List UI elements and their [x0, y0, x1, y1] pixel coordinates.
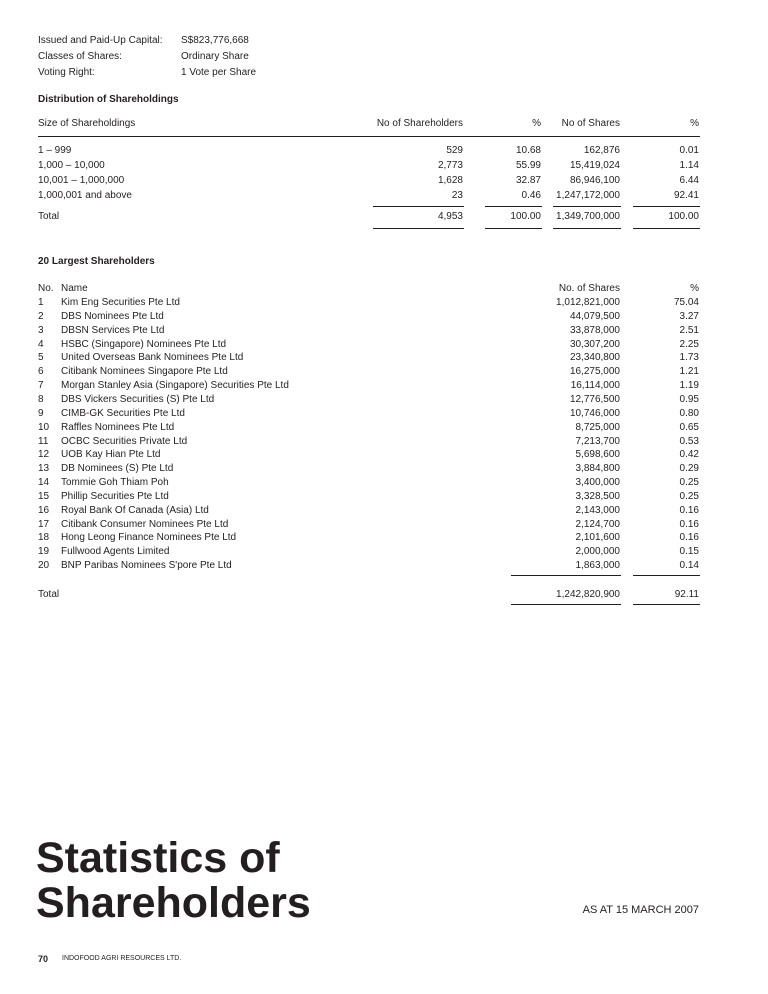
cell-size: 10,001 – 1,000,000: [38, 175, 125, 186]
cell-name: United Overseas Bank Nominees Pte Ltd: [61, 352, 244, 364]
distribution-row: [0, 145, 768, 160]
cell-pct1: 10.68: [515, 145, 541, 156]
cell-shares: 3,328,500: [575, 490, 620, 502]
cell-pct1: 32.87: [515, 175, 541, 186]
largest-total-pct: 92.11: [674, 589, 699, 600]
distribution-total: [0, 211, 768, 226]
info-label: Classes of Shares:: [38, 51, 122, 62]
cell-name: Phillip Securities Pte Ltd: [61, 490, 169, 502]
total-label: Total: [38, 211, 60, 222]
distribution-row: [0, 190, 768, 205]
cell-name: Fullwood Agents Limited: [61, 546, 170, 558]
table-row: [0, 491, 768, 505]
cell-pct: 1.73: [679, 352, 699, 364]
cell-no: 12: [38, 449, 50, 461]
total-rule-pct1: [485, 206, 542, 207]
table-row: [0, 408, 768, 422]
total-pct1: 100.00: [510, 211, 541, 222]
table-row: [0, 422, 768, 436]
cell-name: Hong Leong Finance Nominees Pte Ltd: [61, 532, 237, 544]
cell-no-holders: 2,773: [437, 160, 463, 171]
cell-pct: 0.16: [679, 532, 699, 544]
cell-pct: 2.25: [679, 338, 699, 350]
cell-no: 3: [38, 324, 44, 336]
cell-name: Tommie Goh Thiam Poh: [61, 477, 169, 489]
cell-pct: 0.80: [679, 407, 699, 419]
table-row: [0, 436, 768, 450]
cell-shares: 2,143,000: [575, 504, 620, 516]
total-no-holders: 4,953: [437, 211, 463, 222]
cell-pct: 0.65: [679, 421, 699, 433]
cell-shares: 5,698,600: [575, 449, 620, 461]
table-row: [0, 449, 768, 463]
table-row: [0, 560, 768, 574]
table-row: [0, 505, 768, 519]
cell-name: BNP Paribas Nominees S'pore Pte Ltd: [61, 560, 232, 572]
total-underline-shares: [553, 228, 621, 229]
cell-name: DBSN Services Pte Ltd: [61, 324, 165, 336]
cell-shares: 1,012,821,000: [556, 297, 620, 308]
cell-name: DB Nominees (S) Pte Ltd: [61, 463, 174, 475]
cell-no: 16: [38, 504, 50, 516]
cell-no: 13: [38, 463, 50, 475]
header-no: No.: [38, 283, 54, 294]
table-row: [0, 519, 768, 533]
cell-name: Kim Eng Securities Pte Ltd: [61, 297, 180, 308]
cell-pct: 75.04: [673, 297, 699, 308]
cell-no: 10: [38, 421, 50, 433]
header-shares: No. of Shares: [558, 283, 620, 294]
cell-shares: 16,275,000: [569, 366, 620, 378]
cell-no: 4: [38, 338, 44, 350]
table-row: [0, 463, 768, 477]
header-pct: %: [690, 283, 699, 294]
cell-pct: 0.25: [679, 477, 699, 489]
total-rule-holders: [373, 206, 464, 207]
cell-pct: 0.16: [679, 504, 699, 516]
company-name: INDOFOOD AGRI RESOURCES LTD.: [62, 955, 182, 962]
cell-no: 6: [38, 366, 44, 378]
cell-no: 17: [38, 518, 50, 530]
distribution-title: Distribution of Shareholdings: [38, 94, 179, 105]
cell-shares: 3,400,000: [575, 477, 620, 489]
cell-pct2: 0.01: [679, 145, 699, 156]
total-no-shares: 1,349,700,000: [556, 211, 620, 222]
cell-size: 1 – 999: [38, 145, 72, 156]
header-name: Name: [61, 283, 88, 294]
info-value: S$823,776,668: [181, 35, 249, 46]
cell-pct1: 0.46: [521, 190, 541, 201]
cell-pct: 0.14: [679, 560, 699, 572]
cell-pct: 0.15: [679, 546, 699, 558]
cell-shares: 30,307,200: [569, 338, 620, 350]
largest-total-underline-shares: [511, 604, 621, 605]
header-no-shares: No of Shares: [561, 118, 620, 129]
info-row: [0, 51, 768, 67]
cell-no: 19: [38, 546, 50, 558]
cell-no-shares: 86,946,100: [569, 175, 620, 186]
cell-pct: 0.42: [679, 449, 699, 461]
table-row: [0, 297, 768, 311]
cell-pct: 1.21: [679, 366, 699, 378]
cell-shares: 23,340,800: [569, 352, 620, 364]
cell-name: Morgan Stanley Asia (Singapore) Securities Pte Ltd: [61, 380, 289, 392]
cell-name: DBS Vickers Securities (S) Pte Ltd: [61, 393, 215, 405]
cell-pct: 2.51: [679, 324, 699, 336]
cell-pct1: 55.99: [515, 160, 541, 171]
total-rule-pct2: [633, 206, 700, 207]
info-row: [0, 67, 768, 83]
cell-pct: 0.16: [679, 518, 699, 530]
cell-name: CIMB-GK Securities Pte Ltd: [61, 407, 185, 419]
cell-pct: 0.95: [679, 393, 699, 405]
cell-name: DBS Nominees Pte Ltd: [61, 310, 164, 322]
largest-total-underline-pct: [633, 604, 700, 605]
page-title: [36, 836, 311, 926]
cell-no-shares: 1,247,172,000: [556, 190, 620, 201]
table-row: [0, 339, 768, 353]
largest-total-label: Total: [38, 589, 60, 600]
total-underline-holders: [373, 228, 464, 229]
info-value: 1 Vote per Share: [181, 67, 257, 78]
page-title-line1: Statistics of: [36, 834, 280, 882]
total-underline-pct2: [633, 228, 700, 229]
cell-no-shares: 15,419,024: [569, 160, 620, 171]
cell-name: UOB Kay Hian Pte Ltd: [61, 449, 161, 461]
table-row: [0, 532, 768, 546]
cell-no: 7: [38, 380, 44, 392]
cell-no: 9: [38, 407, 44, 419]
header-divider: [38, 136, 700, 137]
cell-pct2: 92.41: [673, 190, 699, 201]
cell-name: Citibank Consumer Nominees Pte Ltd: [61, 518, 229, 530]
table-row: [0, 352, 768, 366]
total-pct2: 100.00: [668, 211, 699, 222]
header-pct1: %: [532, 118, 541, 129]
cell-shares: 8,725,000: [575, 421, 620, 433]
cell-pct: 0.53: [679, 435, 699, 447]
cell-pct2: 6.44: [679, 175, 699, 186]
cell-name: Raffles Nominees Pte Ltd: [61, 421, 175, 433]
info-value: Ordinary Share: [181, 51, 249, 62]
cell-shares: 16,114,000: [570, 380, 620, 392]
page-number: 70: [38, 954, 49, 964]
cell-no: 5: [38, 352, 44, 364]
total-underline-pct1: [485, 228, 542, 229]
cell-shares: 2,101,600: [575, 532, 620, 544]
table-row: [0, 477, 768, 491]
largest-title: 20 Largest Shareholders: [38, 256, 155, 267]
distribution-row: [0, 175, 768, 190]
cell-no: 20: [38, 560, 50, 572]
page-title-line2: Shareholders: [36, 879, 311, 927]
header-pct2: %: [690, 118, 699, 129]
cell-pct2: 1.14: [679, 160, 699, 171]
as-at-date: AS AT 15 MARCH 2007: [582, 904, 699, 916]
cell-shares: 7,213,700: [575, 435, 620, 447]
cell-shares: 33,878,000: [569, 324, 620, 336]
cell-shares: 2,000,000: [575, 546, 620, 558]
header-no-holders: No of Shareholders: [376, 118, 463, 129]
table-row: [0, 380, 768, 394]
total-rule-shares: [553, 206, 621, 207]
cell-no-holders: 529: [446, 145, 463, 156]
cell-shares: 10,746,000: [569, 407, 620, 419]
cell-shares: 12,776,500: [569, 393, 620, 405]
cell-no: 14: [38, 477, 50, 489]
cell-name: HSBC (Singapore) Nominees Pte Ltd: [61, 338, 227, 350]
cell-pct: 0.25: [679, 490, 699, 502]
cell-no-holders: 23: [451, 190, 463, 201]
cell-pct: 1.19: [679, 380, 699, 392]
cell-no: 15: [38, 490, 50, 502]
table-row: [0, 311, 768, 325]
largest-total-shares: 1,242,820,900: [556, 589, 620, 600]
cell-pct: 0.29: [679, 463, 699, 475]
cell-name: OCBC Securities Private Ltd: [61, 435, 188, 447]
cell-shares: 2,124,700: [575, 518, 620, 530]
cell-size: 1,000,001 and above: [38, 190, 132, 201]
header-size: Size of Shareholdings: [38, 118, 136, 129]
info-row: [0, 35, 768, 51]
cell-no: 8: [38, 393, 44, 405]
table-row: [0, 366, 768, 380]
largest-total-rule-shares: [511, 575, 621, 576]
distribution-header: [0, 118, 768, 133]
cell-name: Citibank Nominees Singapore Pte Ltd: [61, 366, 228, 378]
cell-no: 18: [38, 532, 50, 544]
cell-size: 1,000 – 10,000: [38, 160, 105, 171]
cell-no-shares: 162,876: [583, 145, 620, 156]
cell-shares: 44,079,500: [569, 310, 620, 322]
cell-pct: 3.27: [679, 310, 699, 322]
cell-shares: 1,863,000: [575, 560, 620, 572]
table-row: [0, 325, 768, 339]
table-row: [0, 394, 768, 408]
largest-header: [0, 283, 768, 297]
table-row: [0, 546, 768, 560]
distribution-row: [0, 160, 768, 175]
cell-name: Royal Bank Of Canada (Asia) Ltd: [61, 504, 209, 516]
cell-shares: 3,884,800: [575, 463, 620, 475]
info-label: Issued and Paid-Up Capital:: [38, 35, 163, 46]
largest-total: [0, 589, 768, 603]
cell-no: 1: [38, 297, 44, 308]
cell-no: 11: [38, 435, 49, 447]
cell-no-holders: 1,628: [437, 175, 463, 186]
info-label: Voting Right:: [38, 67, 95, 78]
largest-total-rule-pct: [633, 575, 700, 576]
cell-no: 2: [38, 310, 44, 322]
